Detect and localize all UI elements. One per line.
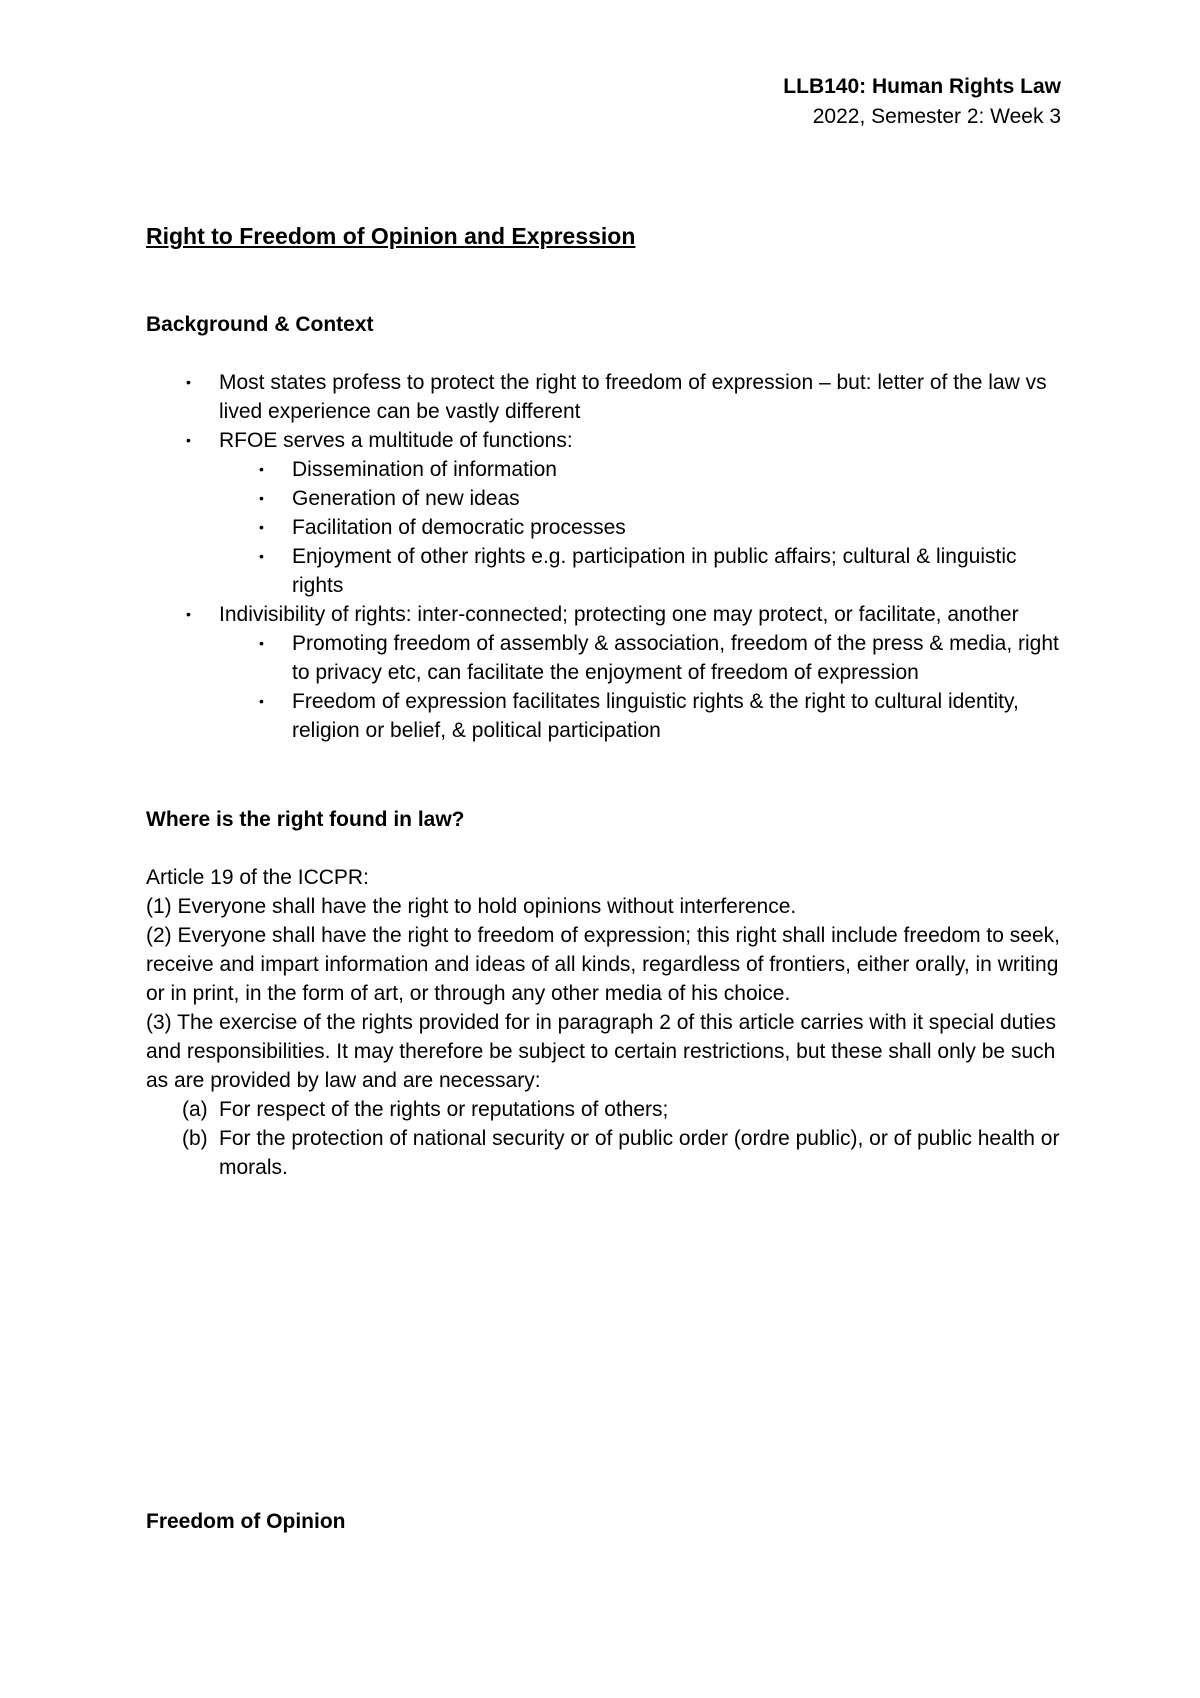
restrictions-list — [146, 1095, 1071, 1182]
list-item — [219, 513, 1071, 542]
list-item — [219, 687, 1071, 745]
list-item-text: Indivisibility of rights: inter-connected; protecting one may protect, or facilitate, another — [219, 603, 1019, 626]
list-item — [219, 629, 1071, 687]
bullet-icon: • — [186, 374, 191, 390]
list-item-text: Most states profess to protect the right to freedom of expression – but: letter of the law vs lived experience can be vastly different — [219, 371, 1047, 423]
page-header — [783, 72, 1061, 132]
list-item-text: For the protection of national security or of public order (ordre public), or of public health or morals. — [219, 1127, 1060, 1179]
opinion-heading: Freedom of Opinion — [146, 1510, 346, 1533]
item-marker: (a) — [182, 1098, 208, 1121]
list-item — [146, 600, 1071, 745]
list-item-text: Generation of new ideas — [292, 487, 520, 510]
list-item — [146, 368, 1071, 426]
list-item-text: RFOE serves a multitude of functions: — [219, 429, 573, 452]
bullet-icon: • — [186, 606, 191, 622]
bullet-icon: • — [259, 490, 264, 506]
list-item — [219, 542, 1071, 600]
document-body — [146, 222, 1071, 1182]
indivisibility-list — [219, 629, 1071, 745]
bullet-icon: • — [259, 693, 264, 709]
list-item-text: Promoting freedom of assembly & association, freedom of the press & media, right to privacy etc, can facilitate the enjoyment of freedom of expression — [292, 632, 1059, 684]
article-paragraph-1: (1) Everyone shall have the right to hold opinions without interference. — [146, 895, 797, 918]
functions-list — [219, 455, 1071, 600]
list-item-text: For respect of the rights or reputations of others; — [219, 1098, 669, 1121]
bullet-icon: • — [186, 432, 191, 448]
bullet-icon: • — [259, 519, 264, 535]
article-paragraph-3: (3) The exercise of the rights provided for in paragraph 2 of this article carries with it special duties and responsibilities. It may therefore be subject to certain restrictions, but these shall only be such as are provided by law and are necessary: — [146, 1011, 1057, 1092]
list-item — [146, 1124, 1071, 1182]
list-item — [219, 455, 1071, 484]
background-list — [146, 368, 1071, 745]
list-item-text: Freedom of expression facilitates linguistic rights & the right to cultural identity, religion or belief, & political participation — [292, 690, 1019, 742]
item-marker: (b) — [182, 1127, 208, 1150]
list-item — [146, 426, 1071, 600]
course-term: 2022, Semester 2: Week 3 — [812, 105, 1061, 128]
list-item-text: Facilitation of democratic processes — [292, 516, 626, 539]
law-heading: Where is the right found in law? — [146, 808, 465, 831]
list-item — [146, 1095, 1071, 1124]
course-title: LLB140: Human Rights Law — [783, 75, 1061, 98]
document-title: Right to Freedom of Opinion and Expression — [146, 223, 636, 249]
article-paragraph-2: (2) Everyone shall have the right to freedom of expression; this right shall include freedom to seek, receive and impart information and ideas of all kinds, regardless of frontiers, either orally, in writing or in print, in the form of art, or through any other media of his choice. — [146, 924, 1060, 1005]
list-item — [219, 484, 1071, 513]
background-heading: Background & Context — [146, 313, 374, 336]
bullet-icon: • — [259, 461, 264, 477]
list-item-text: Dissemination of information — [292, 458, 557, 481]
list-item-text: Enjoyment of other rights e.g. participation in public affairs; cultural & linguistic rights — [292, 545, 1017, 597]
law-intro: Article 19 of the ICCPR: — [146, 866, 369, 889]
bullet-icon: • — [259, 548, 264, 564]
bullet-icon: • — [259, 635, 264, 651]
